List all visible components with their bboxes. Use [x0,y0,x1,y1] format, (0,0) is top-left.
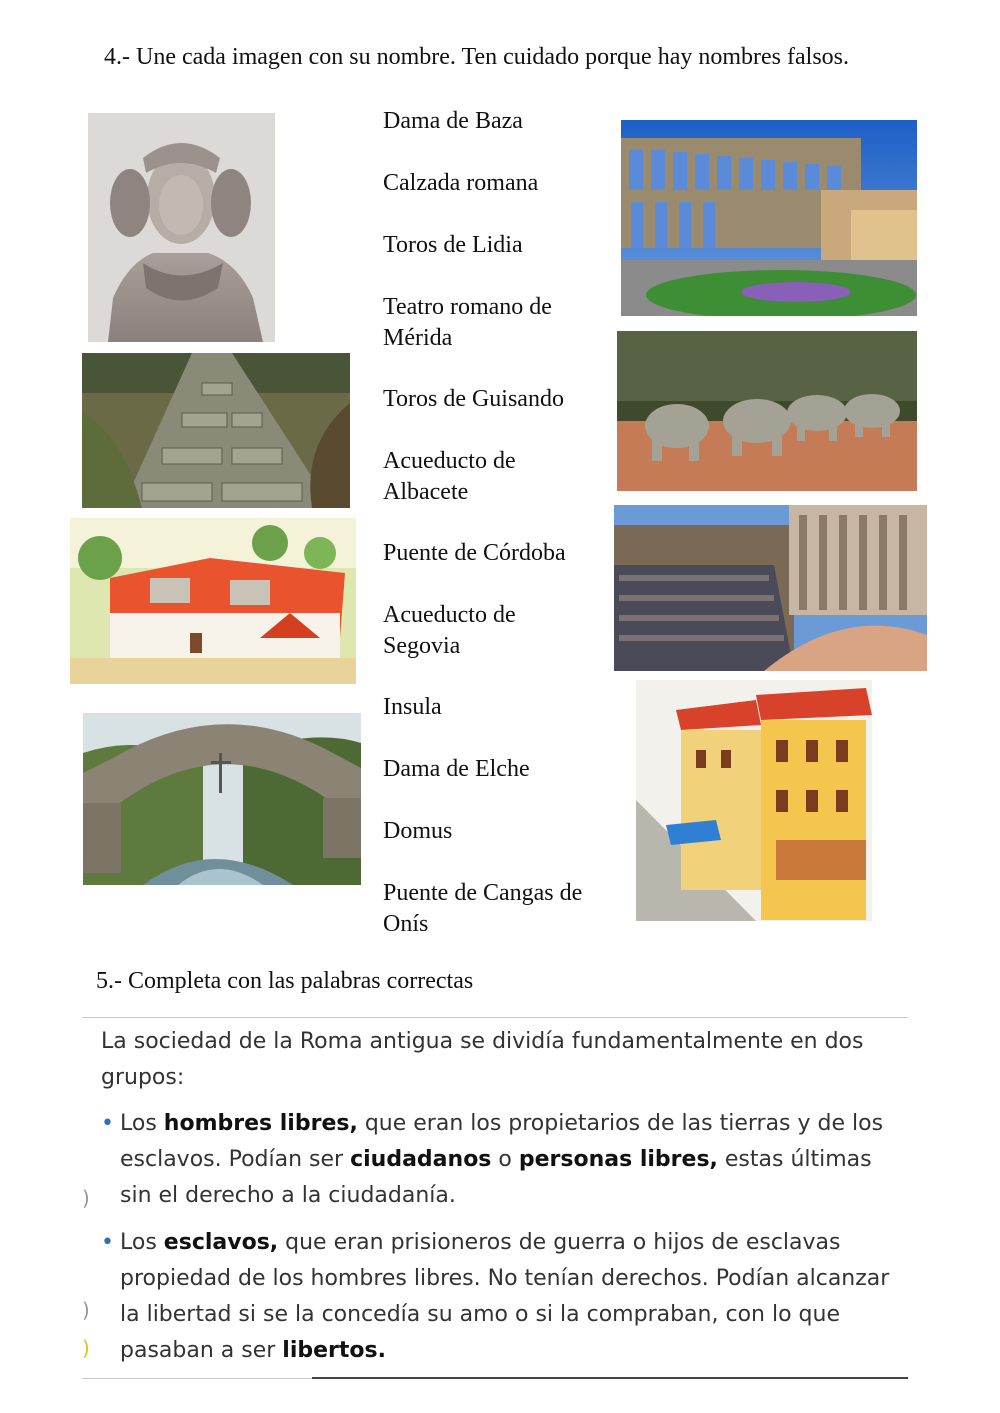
exercise-4-text: Une cada imagen con su nombre. Ten cuidado porque hay nombres falsos. [136,44,850,70]
name-item[interactable]: Domus [383,818,453,844]
margin-mark-icon: ) [82,1336,90,1360]
society-intro: La sociedad de la Roma antigua se dividía fundamentalmente en dos grupos: [101,1029,864,1090]
acueducto-image[interactable] [621,120,917,316]
bullet-hombres-libres: • Los hombres libres, que eran los propietarios de las tierras y de los esclavos. Podían ser ciudadanos o personas libres, estas últimas sin el derecho a la ciudadanía. [101,1106,891,1214]
bullet-dot-icon: • [101,1111,114,1136]
name-item[interactable]: Toros de Guisando [383,386,564,412]
name-item[interactable]: Puente de Córdoba [383,540,566,566]
bullet-esclavos: • Los esclavos, que eran prisioneros de guerra o hijos de esclavas propiedad de los hombres libres. No tenían derechos. Podían alcanzar la libertad si se la concedía su amo o si la compraban, con lo que pasaban a ser libertos. [101,1225,891,1369]
margin-mark-icon: ) [82,1186,90,1210]
name-item[interactable]: Dama de Elche [383,756,530,782]
name-item[interactable]: Calzada romana [383,170,539,196]
bullet-dot-icon: • [101,1230,114,1255]
insula-image[interactable] [636,680,872,921]
dama-image[interactable] [88,113,275,342]
name-item[interactable]: Teatro romano de Mérida [383,294,552,351]
name-item[interactable]: Acueducto de Albacete [383,448,516,505]
name-item[interactable]: Dama de Baza [383,108,523,134]
calzada-image[interactable] [82,353,350,508]
name-item[interactable]: Insula [383,694,442,720]
toros-image[interactable] [617,331,917,491]
puente-image[interactable] [83,713,361,885]
society-textbox [82,1017,908,1379]
exercise-4-number: 4.- [104,44,130,70]
name-item[interactable]: Puente de Cangas de Onís [383,880,583,937]
margin-mark-icon: ) [82,1298,90,1322]
exercise-4-instruction [96,42,896,73]
exercise-5-title: 5.- Completa con las palabras correctas [96,968,474,994]
name-item[interactable]: Acueducto de Segovia [383,602,516,659]
teatro-image[interactable] [614,505,927,671]
name-item[interactable]: Toros de Lidia [383,232,523,258]
domus-image[interactable] [70,518,356,684]
bottom-rule-dark [312,1377,908,1379]
